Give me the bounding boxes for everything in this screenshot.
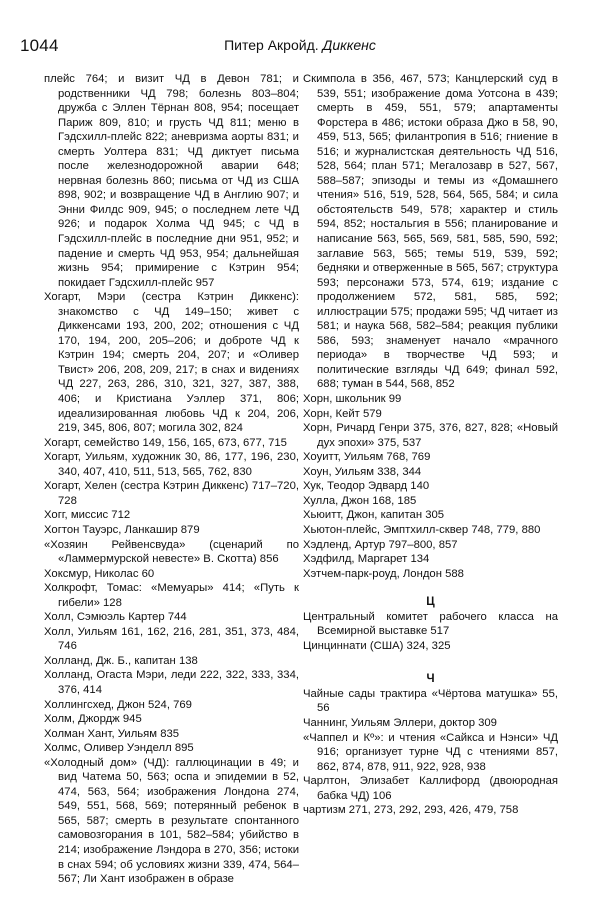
index-entry: Холл, Уильям 161, 162, 216, 281, 351, 373, 484, 746 (44, 625, 299, 653)
index-entry: чартизм 271, 273, 292, 293, 426, 479, 758 (303, 804, 519, 817)
index-entry: Хук, Теодор Эдвард 140 (303, 480, 430, 493)
index-entry: Хорн, школьник 99 (303, 393, 402, 406)
running-title-work: Диккенс (322, 37, 376, 53)
running-title-author: Питер Акройд. (224, 37, 319, 53)
page-header (20, 36, 580, 58)
index-entry: Хэтчем-парк-роуд, Лондон 588 (303, 567, 464, 580)
index-entry: Хогарт, Мэри (сестра Кэтрин Диккенс): знакомство с ЧД 149–150; живет с Диккенсами 193, 200, 202; отношения с ЧД 170, 194, 200, 205–206; и доброте ЧД к Кэтрин 194; смерть 204, 207; и «Оливер Твист» 206, 208, 209, 217; в снах и видениях ЧД 227, 263, 286, 310, 321, 327, 387, 388, 406; и Кристиана Уэллер 371, 806; идеализированная любовь ЧД к 204, 206, 219, 345, 806, 807; могила 302, 824 (44, 291, 299, 435)
index-entry: Холл, Сэмюэль Картер 744 (44, 611, 187, 624)
index-entry: Хорн, Ричард Генри 375, 376, 827, 828; «Новый дух эпохи» 375, 537 (303, 422, 558, 449)
index-entry: Хогарт, Уильям, художник 30, 86, 177, 196, 230, 340, 407, 410, 511, 513, 565, 762, 830 (44, 451, 299, 478)
index-entry: Хэдленд, Артур 797–800, 857 (303, 538, 458, 551)
index-entry: Холм, Джордж 945 (44, 713, 142, 726)
index-entry: Центральный комитет рабочего класса на Всемирной выставке 517 (303, 610, 558, 638)
index-entry: Хьютон-плейс, Эмптхилл-сквер 748, 779, 880 (303, 523, 541, 536)
index-entry: Цинциннати (США) 324, 325 (303, 639, 451, 652)
index-entry: Чарлтон, Элизабет Каллифорд (двоюродная бабка ЧД) 106 (303, 775, 558, 802)
index-entry: Холман Хант, Уильям 835 (44, 727, 180, 740)
index-entry: «Чаппел и Кº»: и чтения «Сайкса и Нэнси» ЧД 916; организует турне ЧД с чтениями 857, 862, 874, 878, 911, 922, 928, 938 (303, 731, 558, 773)
index-entry: Хоун, Уильям 338, 344 (303, 465, 422, 478)
index-entry: Хулла, Джон 168, 185 (303, 494, 417, 507)
index-column-right (303, 72, 558, 818)
page-number: 1044 (20, 36, 59, 55)
section-letter-ts: Ц (426, 596, 435, 609)
section-letter-ch: Ч (426, 673, 435, 686)
index-entry: Хьюитт, Джон, капитан 305 (303, 509, 445, 522)
index-entry: Хоуитт, Уильям 768, 769 (303, 451, 431, 464)
index-entry: Хогарт, Хелен (сестра Кэтрин Диккенс) 717–720, 728 (44, 480, 299, 507)
index-entry: Хорн, Кейт 579 (303, 407, 382, 420)
index-entry: плейс 764; и визит ЧД в Девон 781; и родственники ЧД 798; болезнь 803–804; дружба с Эллен Тёрнан 808, 954; посещает Париж 809, 810; и грусть ЧД 811; меню в Гэдсхилл-плейс 822; аневризма аорты 831; и смерть Уолтера 831; ЧД диктует письма после железнодорожной аварии 648; нервная болезнь 860; письма от ЧД из США 898, 902; и возвращение ЧД в Англию 907; и Энни Филдс 909, 945; о последнем лете ЧД 926; и подарок Холма ЧД 945; с ЧД в Гэдсхилл-плейс в последние дни 951, 952; и падение и смерть ЧД 953, 954; дальнейшая жизнь 954; примирение с Кэтрин 954; покидает Гэдсхилл-плейс 957 (44, 73, 299, 289)
index-entry: Скимпола в 356, 467, 573; Канцлерский суд в 539, 551; изображение дома Уотсона в 439; смерть в 459, 551, 579; апартаменты Форстера в 486; истоки образа Джо в 58, 90, 459, 513, 565; филантропия в 516; гниение в 516; и журналистская деятельность ЧД 516, 528, 564; план 571; Мегалозавр в 527, 567, 588–587; эпизоды и темы из «Домашнего чтения» 516, 519, 528, 564, 565, 584; и сила обстоятельств 549, 578; характер и стиль 594, 852; ностальгия в 556; планирование и написание 563, 565, 569, 581, 585, 590, 592; заглавие 563, 565; темы 519, 539, 592; бедняки и отверженные в 565, 567; структура 593; персонажи 573, 574, 619; издание с продолжением 572, 581, 585, 592; иллюстрации 575; продажи 595; ЧД читает из 581; и наука 568, 582–584; реакция публики 586, 593; знаменует начало «мрачного периода» в творчестве ЧД 593; и политические взгляды ЧД 649; финал 592, 688; туман в 544, 568, 852 (303, 73, 558, 391)
index-entry: Холмс, Оливер Уэнделл 895 (44, 742, 194, 755)
index-entry: Хогг, миссис 712 (44, 509, 131, 522)
index-entry: Чайные сады трактира «Чёртова матушка» 55, 56 (303, 687, 558, 715)
index-entry: Хоксмур, Николас 60 (44, 567, 155, 580)
index-entry: Холланд, Дж. Б., капитан 138 (44, 654, 198, 667)
section-gap (303, 581, 558, 595)
running-title (20, 37, 580, 53)
index-entry: Хогтон Тауэрс, Ланкашир 879 (44, 523, 200, 536)
index-entry: Чаннинг, Уильям Эллери, доктор 309 (303, 716, 497, 729)
index-entry: Хэдфилд, Маргарет 134 (303, 553, 430, 566)
index-entry: «Хозяин Рейвенсвуда» (сценарий по «Ламмермурской невесте» В. Скотта) 856 (44, 538, 299, 566)
index-entry: Холлингсхед, Джон 524, 769 (44, 698, 192, 711)
index-entry: Холкрофт, Томас: «Мемуары» 414; «Путь к гибели» 128 (44, 582, 299, 609)
section-gap (303, 653, 558, 672)
index-entry: Хогарт, семейство 149, 156, 165, 673, 677, 715 (44, 436, 287, 449)
index-entry: Холланд, Огаста Мэри, леди 222, 322, 333, 334, 376, 414 (44, 669, 299, 696)
index-column-left (44, 72, 299, 887)
index-entry: «Холодный дом» (ЧД): галлюцинации в 49; и вид Чатема 50, 563; оспа и эпидемии в 52, 474, 563, 564; изображения Лондона 274, 549, 551, 568, 569; потерянный ребенок в 565, 587; смерть в результате спонтанного самовозгорания в 101, 582–584; убийство в 214; изображение Лэндора в 270, 356; истоки в снах 594; об условиях жизни 339, 474, 564–567; Ли Хант изображен в образе (44, 756, 299, 886)
